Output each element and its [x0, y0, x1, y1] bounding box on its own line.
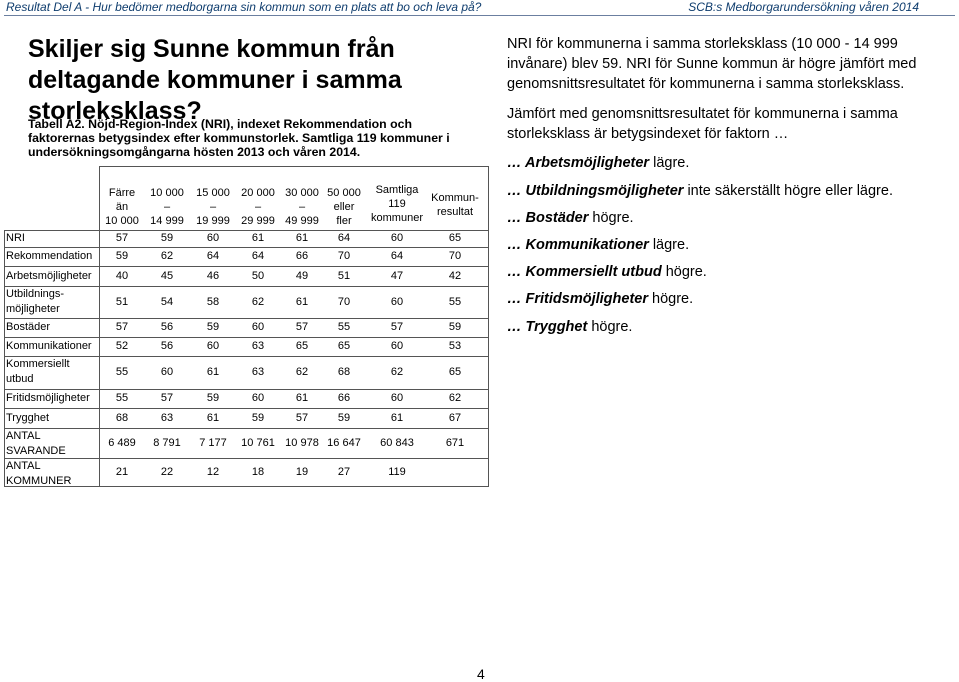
table-cell: 65 [295, 340, 309, 352]
table-cell: 16 647 [327, 436, 361, 449]
column-header-line: fler [336, 215, 352, 227]
factor-item [507, 183, 893, 199]
table-cell: 62 [448, 392, 462, 404]
table-cell: 61 [295, 392, 309, 404]
factor-result: högre. [648, 291, 694, 307]
header-left: Resultat Del A - Hur bedömer medborgarna sin kommun som en plats att bo och leva på? [6, 0, 482, 14]
row-label: Bostäder [6, 321, 51, 333]
factor-result: högre. [587, 319, 633, 335]
column-header-line: 14 999 [150, 215, 184, 227]
table-cell: 10 761 [241, 436, 275, 449]
summary-paragraph: NRI för kommunerna i samma storleksklass (10 000 - 14 999 invånare) blev 59. NRI för Sunne kommun är högre jämfört med genomsnittsresultatet för kommunerna i samma storleksklass. [507, 36, 917, 92]
factor-result: högre. [661, 264, 707, 280]
table-cell: 64 [251, 250, 265, 262]
factor-name: … Kommunikationer [507, 237, 649, 253]
column-header-line: 50 000 [327, 187, 361, 199]
table-cell: 58 [206, 295, 220, 308]
column-header-line: eller [333, 201, 355, 213]
table-cell: 70 [337, 295, 351, 308]
row-divider [4, 318, 489, 319]
table-cell: 12 [206, 466, 220, 478]
table-cell: 60 [390, 392, 404, 404]
column-header-line: 119 [388, 198, 406, 210]
table-cell: 63 [160, 411, 174, 424]
column-header-line: 15 000 [196, 187, 230, 199]
table-cell: 60 843 [380, 436, 414, 449]
column-header-line: 49 999 [285, 215, 319, 227]
factor-name: … Utbildningsmöjligheter [507, 183, 684, 199]
table-cell: 55 [115, 392, 129, 404]
row-label: ANTAL SVARANDE [6, 430, 66, 457]
factor-item [507, 319, 632, 335]
table-cell: 8 791 [153, 436, 181, 449]
table-cell: 51 [337, 269, 351, 282]
table-cell: 57 [160, 392, 174, 404]
table-cell: 55 [448, 295, 462, 308]
table-cell: 19 [295, 466, 309, 478]
column-header-line: 20 000 [241, 187, 275, 199]
table-cell: 54 [160, 295, 174, 308]
table-cell: 42 [448, 269, 462, 282]
row-divider [4, 389, 489, 390]
table-cell: 64 [337, 232, 351, 244]
table-cell: 62 [160, 250, 174, 262]
column-header-line: – [254, 201, 262, 213]
factor-item [507, 264, 707, 280]
table-cell: 51 [115, 295, 129, 308]
table-cell: 7 177 [199, 436, 227, 449]
table-cell: 65 [337, 340, 351, 352]
table-cell: 57 [115, 321, 129, 333]
table-cell: 60 [390, 232, 404, 244]
factor-item [507, 291, 693, 307]
table-cell: 49 [295, 269, 309, 282]
column-header-line: Färre [108, 187, 136, 199]
table-cell: 6 489 [108, 436, 136, 449]
header-right: SCB:s Medborgarundersökning våren 2014 [688, 0, 919, 14]
table-cell: 52 [115, 340, 129, 352]
table-cell: 62 [390, 366, 404, 378]
table-cell: 27 [337, 466, 351, 478]
table-cell: 119 [388, 466, 406, 478]
column-header-line: kommuner [371, 212, 423, 224]
factor-name: … Trygghet [507, 319, 588, 335]
factor-result: lägre. [648, 237, 690, 253]
table-cell: 53 [448, 340, 462, 352]
table-cell: 60 [206, 340, 220, 352]
column-header-line: än [115, 201, 129, 213]
table-cell: 22 [160, 466, 174, 478]
table-cell: 59 [206, 392, 220, 404]
table-cell: 50 [251, 269, 265, 282]
row-divider [4, 408, 489, 409]
row-label: Arbetsmöjligheter [6, 269, 92, 282]
column-header-line: Samtliga [375, 184, 419, 196]
table-cell: 62 [251, 295, 265, 308]
table-cell: 57 [115, 232, 129, 244]
table-cell: 65 [448, 366, 462, 378]
table-cell: 70 [448, 250, 462, 262]
table-cell: 67 [448, 411, 462, 424]
table-cell: 66 [337, 392, 351, 404]
factor-item [507, 237, 689, 253]
row-label: Kommersiellt utbud [6, 358, 70, 385]
table-cell: 66 [295, 250, 309, 262]
table-cell: 61 [390, 411, 404, 424]
table-cell: 62 [295, 366, 309, 378]
table-cell: 64 [206, 250, 220, 262]
factor-item [507, 210, 634, 226]
table-cell: 61 [295, 295, 309, 308]
row-label: ANTAL KOMMUNER [6, 460, 72, 487]
row-label: Fritidsmöjligheter [6, 392, 90, 404]
table-cell: 57 [295, 411, 309, 424]
page-number: 4 [477, 666, 485, 682]
table-caption: Tabell A2. Nöjd-Region-Index (NRI), indexet Rekommendation och faktorernas betygsindex efter kommunstorlek. Samtliga 119 kommuner i undersökningsomgångarna hösten 2013 och våren 2014. [28, 117, 450, 159]
table-cell: 68 [115, 411, 129, 424]
table-cell: 70 [337, 250, 351, 262]
table-cell: 55 [337, 321, 351, 333]
table-cell: 63 [251, 340, 265, 352]
table-cell: 56 [160, 321, 174, 333]
row-divider [4, 247, 489, 248]
table-cell: 47 [390, 269, 404, 282]
table-cell: 40 [115, 269, 129, 282]
column-header-line: resultat [436, 206, 474, 218]
table-cell: 61 [295, 232, 309, 244]
factor-result: lägre. [649, 155, 690, 171]
table-cell: 68 [337, 366, 351, 378]
table-cell: 59 [337, 411, 351, 424]
table-cell: 59 [448, 321, 462, 333]
column-header-line: – [298, 201, 306, 213]
column-header-line: – [163, 201, 171, 213]
table-cell: 61 [206, 366, 220, 378]
table-cell: 61 [206, 411, 220, 424]
table-cell: 59 [206, 321, 220, 333]
table-cell: 55 [115, 366, 129, 378]
table-cell: 61 [251, 232, 265, 244]
row-label: Rekommendation [6, 250, 93, 262]
page-title: Skiljer sig Sunne kommun från deltagande kommuner i samma storleksklass? [28, 35, 402, 125]
table-cell: 60 [160, 366, 174, 378]
table-cell: 63 [251, 366, 265, 378]
table-cell: 60 [251, 392, 265, 404]
column-header-line: – [209, 201, 217, 213]
column-header-line: 19 999 [196, 215, 230, 227]
table-cell: 57 [390, 321, 404, 333]
column-header [425, 191, 485, 219]
row-divider [4, 337, 489, 338]
table-cell: 60 [206, 232, 220, 244]
table-cell: 60 [390, 295, 404, 308]
table-cell: 46 [206, 269, 220, 282]
column-header-line: Kommun- [431, 192, 479, 204]
factor-name: … Fritidsmöjligheter [507, 291, 648, 307]
table-cell: 59 [115, 250, 129, 262]
row-label: NRI [6, 232, 25, 244]
table-cell: 60 [251, 321, 265, 333]
column-header [314, 186, 374, 228]
factor-result: högre. [588, 210, 634, 226]
column-header-line: 29 999 [241, 215, 275, 227]
column-header [367, 183, 427, 225]
table-cell: 64 [390, 250, 404, 262]
table-cell: 21 [115, 466, 129, 478]
row-label: Utbildnings-möjligheter [6, 288, 65, 315]
table-cell: 59 [160, 232, 174, 244]
factor-name: … Kommersiellt utbud [507, 264, 662, 280]
row-label: Kommunikationer [6, 340, 92, 352]
factor-name: … Bostäder [507, 210, 589, 226]
factor-item [507, 155, 689, 171]
factor-name: … Arbetsmöjligheter [507, 155, 650, 171]
table-cell: 59 [251, 411, 265, 424]
row-divider [4, 266, 489, 267]
page-header [0, 0, 959, 14]
table-cell: 10 978 [285, 436, 319, 449]
table-cell: 45 [160, 269, 174, 282]
column-header-line: 10 000 [105, 215, 139, 227]
table-cell: 18 [251, 466, 265, 478]
header-rule [4, 15, 955, 16]
table-cell: 60 [390, 340, 404, 352]
table-cell: 65 [448, 232, 462, 244]
column-header-line: 30 000 [285, 187, 319, 199]
column-header-line: 10 000 [150, 187, 184, 199]
table-cell: 671 [445, 436, 465, 449]
row-label: Trygghet [6, 411, 50, 424]
factor-result: inte säkerställt högre eller lägre. [683, 183, 893, 199]
table-cell: 57 [295, 321, 309, 333]
comparison-paragraph: Jämfört med genomsnittsresultatet för kommunerna i samma storleksklass är betygsindexet för faktorn … [507, 106, 898, 142]
table-cell: 56 [160, 340, 174, 352]
